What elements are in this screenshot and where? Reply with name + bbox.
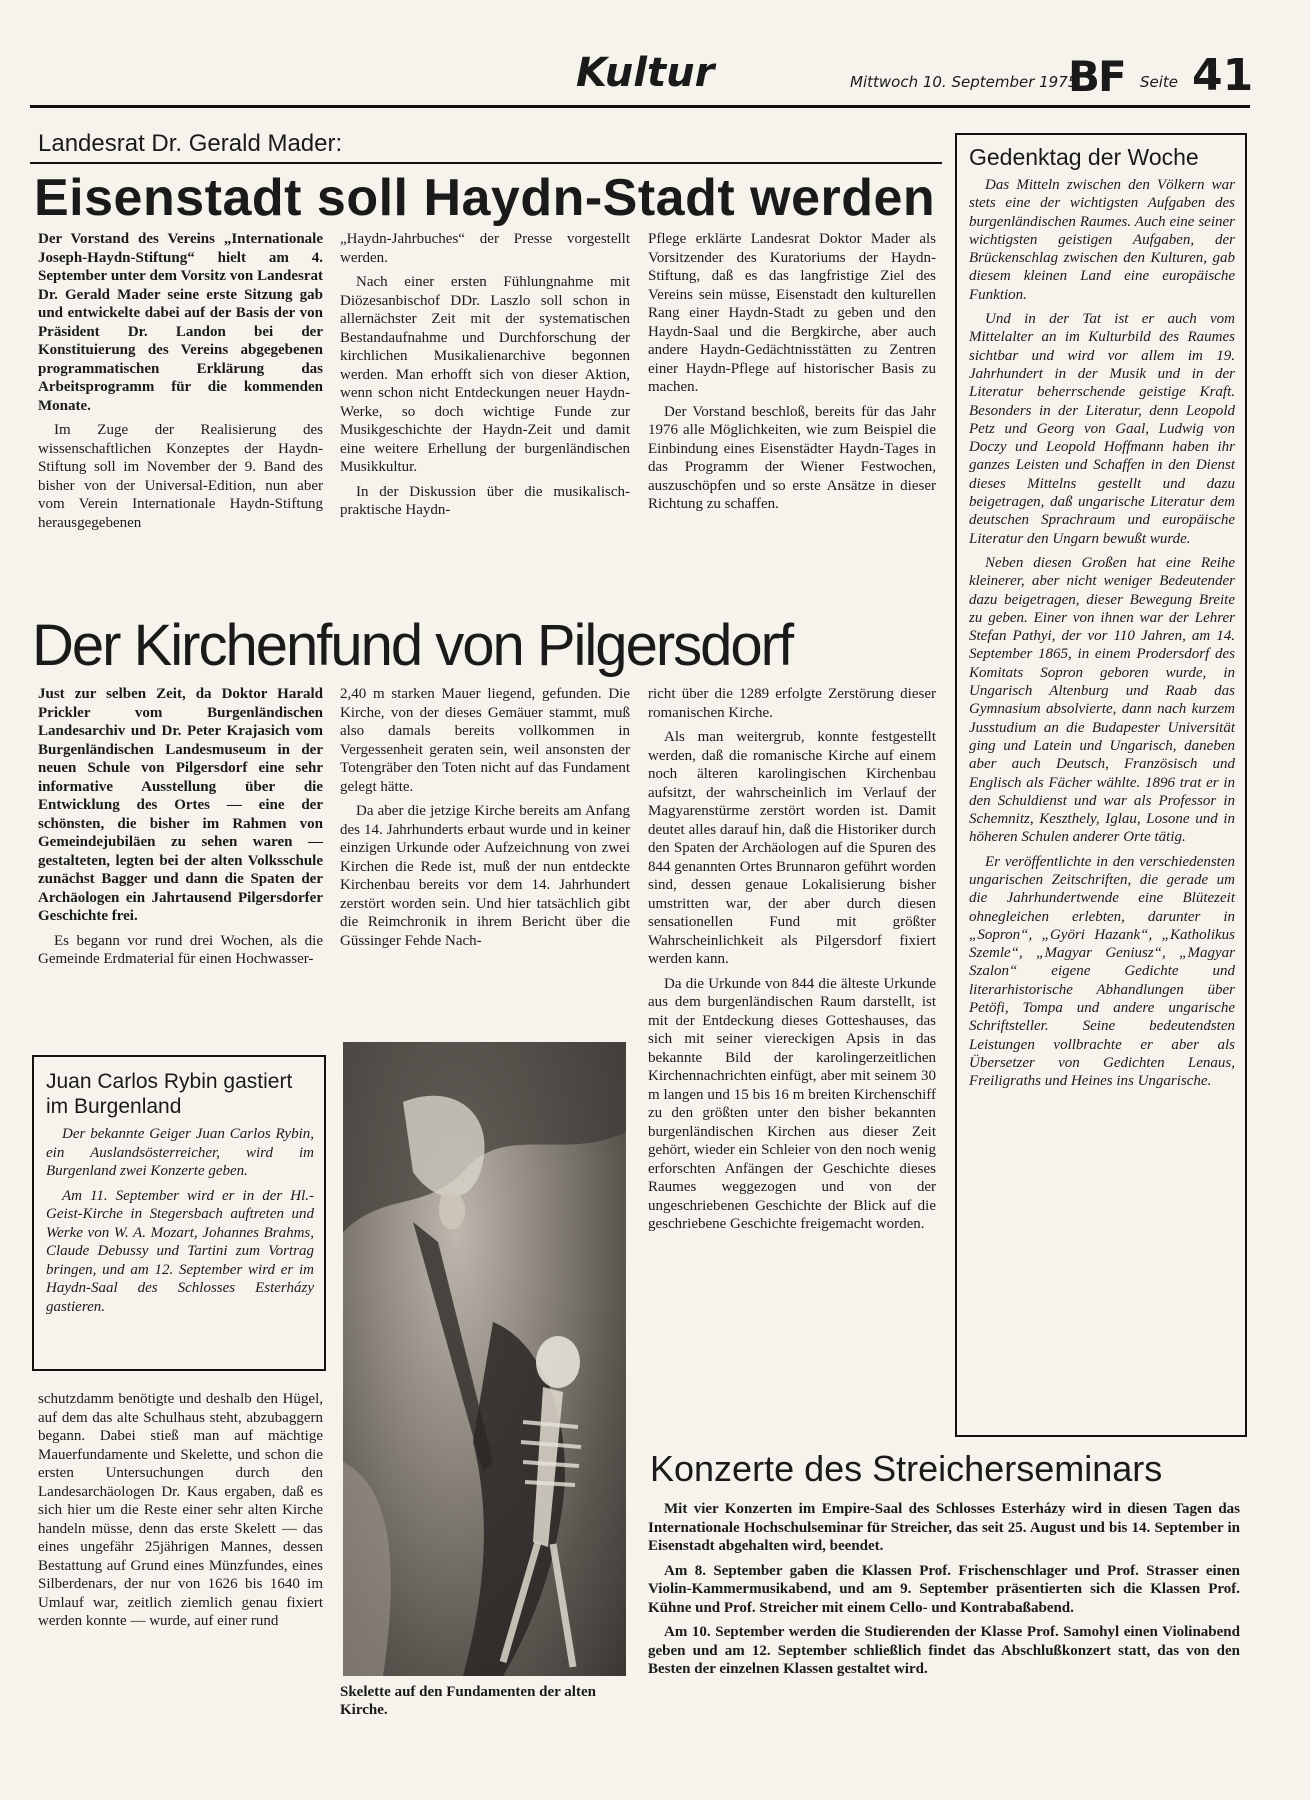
article2-column-2 [340,685,630,956]
skeleton-photo-illustration [343,1042,626,1676]
article2-column-1-bottom [38,1390,323,1637]
article2-paragraph: schutzdamm benötigte und deshalb den Hügel, auf dem das alte Schulhaus steht, abzubaggern begann. Dabei stieß man auf mächtige Mauerfundamente und Skelette, und schon die ersten Untersuchungen durch den Landesarchäologen Dr. Kaus ergaben, daß es sich hier um die Reste einer sehr alten Kirche handeln müsse, denn das erste Skelett — das eines ungefähr 25jährigen Mannes, dessen Bestattung auf Grund eines Münzfundes, eines Silberdenars, der nur von 1626 bis 1640 im Umlauf war, zeitlich ziemlich genau fixiert werden konnte — wurde, auf einer rund [38,1391,323,1629]
rybin-paragraph: Der bekannte Geiger Juan Carlos Rybin, ein Auslandsösterreicher, wird im Burgenland zwei Konzerte geben. [46,1126,314,1179]
article1-headline: Eisenstadt soll Haydn-Stadt werden [34,169,936,227]
gedenktag-paragraph: Das Mitteln zwischen den Völkern war stets eine der wichtigsten Aufgaben des burgenländischen Raumes. Auch eine seiner wichtigsten geistigen Aufgaben, der Brückenschlag zwischen den Kulturen, gab diesem kleinen Land eine europäische Funktion. [969,177,1235,303]
article1-paragraph: „Haydn-Jahrbuches“ der Presse vorgestellt werden. [340,231,630,266]
article1-lead: Der Vorstand des Vereins „Internationale Joseph-Haydn-Stiftung“ hielt am 4. September unter dem Vorsitz von Landesrat Dr. Gerald Mader seine erste Sitzung gab und entwickelte dabei auf der Basis der von Präsident Dr. Landon bei der Konstituierung des Vereins abgegebenen programmatischen Erklärung das Arbeitsprogramm für die kommenden Monate. [38,231,323,414]
konzerte-paragraph: Mit vier Konzerten im Empire-Saal des Schlosses Esterházy wird in diesen Tagen das Internationale Hochschulseminar für Streicher, das seit 25. August und bis 14. September in Eisenstadt abgehalten wird, beendet. [648,1501,1240,1554]
rybin-box [32,1055,326,1371]
article1-paragraph: In der Diskussion über die musikalisch-praktische Haydn- [340,483,630,518]
article1-paragraph: Im Zuge der Realisierung des wissenschaftlichen Konzeptes der Haydn-Stiftung soll im November der 9. Band des bisher von der Universal-Edition, nun aber vom Verein Internationale Haydn-Stiftung herausgegebenen [38,422,323,531]
rybin-title: Juan Carlos Rybin gastiert im Burgenland [46,1070,293,1118]
article2-paragraph: Da die Urkunde von 844 die älteste Urkunde aus dem burgenländischen Raum darstellt, ist mit der Entdeckung dieses Gotteshauses, das sich mit seiner viereckigen Apsis in das bekannte Bild der karolingerzeitlichen Kirchennachrichten einfügt, aber mit seinem 30 m langen und 15 bis 16 m breiten Kirchenschiff zu den größten unter den bisher bekannten burgenländischen Kirchen aus dieser Zeit gehört, wieder ein Schleier von den noch wenig erforschten Anfängen der Geschichte dieses Raumes weggezogen und von der ungeschriebenen Geschichte der Blick auf die geschriebene Geschichte freigemacht worden. [648,975,936,1232]
konzerte-headline: Konzerte des Streicherseminars [650,1448,1163,1489]
gedenktag-paragraph: Und in der Tat ist er auch vom Mittelalter an im Kulturbild des Raumes sichtbar und wird vor allem im 19. Jahrhundert in der Musik und in der Literatur beherrschende geistige Kraft. Besonders in der Literatur, denn Leopold Petz und Georg von Gaal, Ludwig von Doczy und Leopold Hoffmann haben ihr ganzes Leisten und Schaffen in den Dienst dieses Mittelns gestellt und dazu beigetragen, daß ungarische Literatur dem deutschen Sprachraum und europäische Literatur den Ungarn bewußt wurde. [969,311,1235,547]
konzerte-paragraph: Am 8. September gaben die Klassen Prof. Frischenschlager und Prof. Strasser einen Violin-Kammermusikabend, und am 9. September präsentierten sich die Klassen Prof. Kühne und Prof. Streicher mit einem Cello- und Kontrabaßabend. [648,1562,1240,1616]
section-title: Kultur [576,50,715,96]
gedenktag-paragraph: Neben diesen Großen hat eine Reihe kleinerer, aber nicht weniger Bedeutender dazu beigetragen, dieser Bewegung Breite zu geben. Einer von ihnen war der Lehrer Stefan Pathyi, der vor 110 Jahren, am 14. September 1865, in einem Prodersdorf des Komitats Sopron geboren wurde, in Ungarisch Altenburg und Raab das Gymnasium absolvierte, dann nach kurzem Jusstudium an die Budapester Universität ging und Latein und Ungarisch, daneben aber auch Deutsch, Französisch und Englisch als Fächer wählte. 1896 trat er in den Schuldienst und war als Professor in Schemnitz, Keszthely, Iglau, Losone und in höheren Schulen anderer Orte tätig. [969,554,1235,846]
article1-paragraph: Der Vorstand beschloß, bereits für das Jahr 1976 alle Möglichkeiten, wie zum Beispiel die Einbindung eines Eisenstädter Haydn-Tages in das Programm der Wiener Festwochen, auszuschöpfen und so erste Ansätze in dieser Richtung zu schaffen. [648,403,936,512]
article2-paragraph: Da aber die jetzige Kirche bereits am Anfang des 14. Jahrhunderts erbaut wurde und in keiner einzigen Urkunde oder Aufzeichnung von zwei Kirchen die Rede ist, muß der nun entdeckte Kirchenbau bereits vor dem 14. Jahrhundert zerstört worden sein. Und hier tatsächlich gibt die Reimchronik in ihrem Bericht über die Güssinger Fehde Nach- [340,803,630,949]
article2-column-3 [648,685,936,1240]
newspaper-logo: BF [1068,52,1125,101]
article1-paragraph: Pflege erklärte Landesrat Doktor Mader als Vorsitzender des Kuratoriums der Haydn-Stiftung, daß es das langfristige Ziel des Vereins sein müsse, Eisenstadt den kulturellen Rang einer Haydn-Stadt zu geben und den Haydn-Saal und die Bergkirche, aber auch andere Haydn-Gedächtnisstätten zu Zentren einer Haydn-Pflege auf historischer Basis zu machen. [648,231,936,395]
page-number: 41 [1192,50,1254,101]
gedenktag-paragraph: Er veröffentlichte in den verschiedensten ungarischen Zeitschriften, die gerade um die Jahrhundertwende eine Blütezeit ohnegleichen erlebten, darunter in „Sopron“, „Györi Hazank“, „Katholikus Szemle“, „Magyar Geniusz“, „Magyar Szalon“ eigene Gedichte und literarhistorische Abhandlungen über Petöfi, Tompa und andere ungarische Schriftsteller. Seine bedeutendsten Leistungen vollbrachte er aber als Übersetzer von Gedichten Lenaus, Freiligraths und Heines ins Ungarische. [969,853,1235,1090]
page-label: Seite [1140,73,1179,91]
article1-column-3 [648,230,936,520]
rybin-paragraph: Am 11. September wird er in der Hl.-Geist-Kirche in Stegersbach auftreten und Werke von W. A. Mozart, Johannes Brahms, Claude Debussy und Tartini zum Vortrag bringen, und am 12. September wird er im Haydn-Saal des Schlosses Esterházy gastieren. [46,1187,314,1315]
gedenktag-title: Gedenktag der Woche [969,144,1199,170]
kicker-rule [30,162,942,164]
excavation-photo [343,1042,626,1676]
article2-paragraph: richt über die 1289 erfolgte Zerstörung dieser romanischen Kirche. [648,686,936,721]
article2-paragraph: Als man weitergrub, konnte festgestellt werden, daß die romanische Kirche auf einem noch älteren karolingischen Kirchenbau aufsitzt, der wahrscheinlich im Verlauf der Magyarenstürme zerstört worden ist. Damit deutet alles darauf hin, daß die Historiker durch den Spaten der Archäologen auf die Spuren des 844 genannten Ortes Brunnaron geführt worden sind, dessen genaue Lokalisierung bisher umstritten war, der aber durch diesen sensationellen Fund mit größter Wahrscheinlichkeit als Pilgersdorf fixiert werden kann. [648,729,936,967]
photo-caption: Skelette auf den Fundamenten der alten Kirche. [340,1684,596,1718]
article1-column-2 [340,230,630,526]
gedenktag-box [955,133,1247,1437]
article1-column-1 [38,230,323,538]
article1-paragraph: Nach einer ersten Fühlungnahme mit Diözesanbischof DDr. Laszlo soll schon in allernächster Zeit mit der systematischen Bestandaufnahme und Durchforschung der kirchlichen Musikalienarchive begonnen werden. Man erhofft sich von dieser Aktion, wenn schon nicht Entdeckungen neuer Haydn-Werke, so doch wichtige Funde zur Musikgeschichte der Haydn-Zeit und damit eine weitere Erhellung der burgenländischen Musikkultur. [340,274,630,475]
article2-paragraph: Es begann vor rund drei Wochen, als die Gemeinde Erdmaterial für einen Hochwasser- [38,932,323,967]
masthead-rule [30,105,1250,108]
konzerte-body [648,1500,1240,1685]
issue-date: Mittwoch 10. September 1975 [850,73,1078,91]
konzerte-paragraph: Am 10. September werden die Studierenden der Klasse Prof. Samohyl einen Violinabend geben und am 12. September schließlich findet das Abschlußkonzert statt, das von den Besten der einzelnen Klassen gestaltet wird. [648,1624,1240,1677]
article2-lead: Just zur selben Zeit, da Doktor Harald Prickler vom Burgenländischen Landesarchiv und Dr. Peter Krajasich vom Burgenländischen Landesmuseum in der neuen Schule von Pilgersdorf eine sehr informative Ausstellung über die Entwicklung des Ortes — eine der schönsten, die bisher im Rahmen von Gemeindejubiläen zu sehen waren — gestalteten, legten bei der alten Volksschule zunächst Bagger und dann die Spaten der Archäologen ein Jahrtausend Pilgersdorfer Geschichte frei. [38,686,323,924]
article2-paragraph: 2,40 m starken Mauer liegend, gefunden. Die Kirche, von der dieses Gemäuer stammt, muß also damals bereits vollkommen in Vergessenheit geraten sein, weil ansonsten der Totengräber den Toten nicht auf das Fundament gelegt hätte. [340,686,630,795]
article1-kicker: Landesrat Dr. Gerald Mader: [38,130,343,157]
article2-column-1-top [38,685,323,975]
article2-headline: Der Kirchenfund von Pilgersdorf [32,613,793,678]
